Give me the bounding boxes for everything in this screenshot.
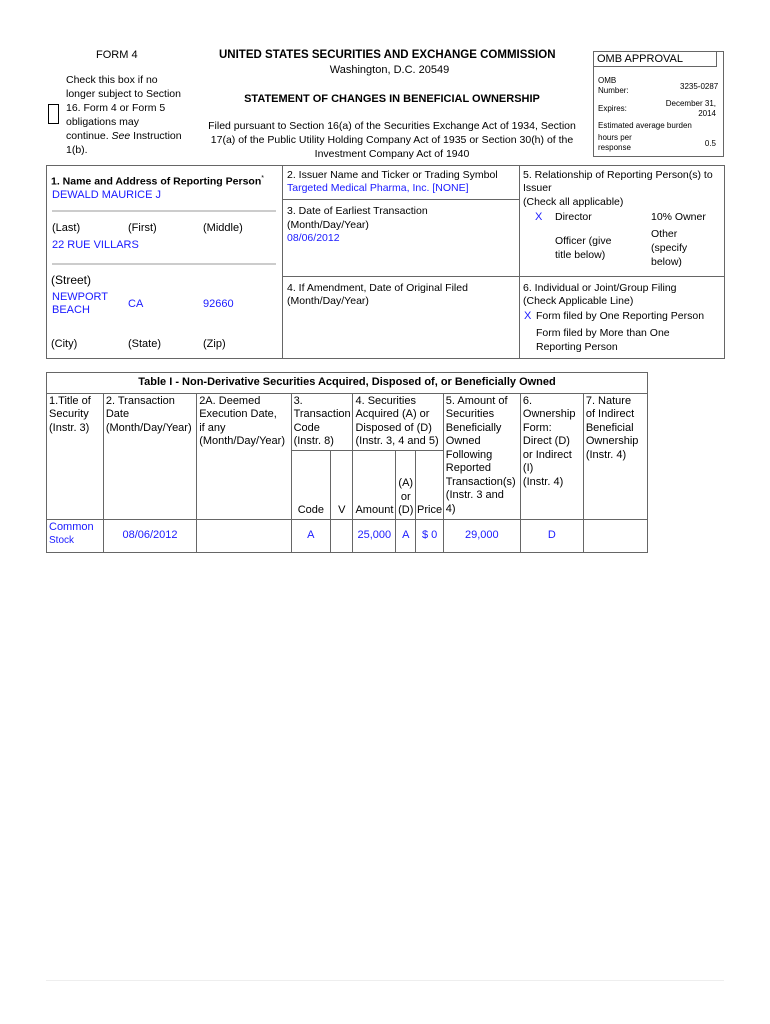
- header-line: (Month/Day/Year): [105, 421, 192, 434]
- issuer-name[interactable]: Targeted Medical Pharma, Inc. [NONE]: [287, 182, 469, 194]
- state-label: (State): [128, 338, 162, 350]
- header-line: Disposed of (D): [355, 421, 432, 434]
- header-line: Direct (D): [522, 435, 570, 447]
- header-line: (D): [398, 504, 414, 516]
- header-line: 7. Nature: [585, 394, 632, 407]
- omb-hours-label: hours per: [598, 133, 632, 142]
- box4-subtitle: (Month/Day/Year): [287, 295, 369, 307]
- more-than-one-label: Reporting Person: [536, 341, 618, 353]
- header-line: Security: [49, 408, 89, 420]
- header-line: Transaction: [293, 408, 351, 420]
- checkbox-text: longer subject to Section: [66, 88, 181, 100]
- header-line: 4. Securities: [355, 394, 416, 407]
- subheader-a-or-d: [396, 450, 416, 519]
- other-label: below): [651, 256, 682, 268]
- header-line: Owned: [445, 435, 481, 447]
- col-header-nature: [583, 393, 647, 519]
- zip-label: (Zip): [203, 338, 226, 350]
- subheader-v: V: [331, 450, 353, 519]
- header-line: if any: [199, 421, 226, 434]
- form-label: FORM 4: [96, 49, 138, 61]
- omb-expires-label: Expires:: [598, 104, 627, 113]
- ten-pct-owner-label: 10% Owner: [651, 211, 706, 223]
- earliest-transaction-date[interactable]: 08/06/2012: [287, 232, 340, 244]
- cell-line: Stock: [49, 535, 75, 546]
- header-line: Beneficial: [585, 421, 634, 434]
- header-line: 1.Title of: [49, 394, 91, 407]
- header-line: (Month/Day/Year): [199, 435, 285, 447]
- cell-ownership-form[interactable]: D: [520, 519, 583, 552]
- table-title: Table I - Non-Derivative Securities Acquired, Disposed of, or Beneficially Owned: [47, 373, 648, 394]
- header-line: Beneficially: [445, 421, 502, 434]
- officer-label: title below): [555, 249, 606, 261]
- box2-title: 2. Issuer Name and Ticker or Trading Symbol: [287, 169, 498, 181]
- checkbox-text: [66, 129, 182, 143]
- cell-security-title[interactable]: [47, 519, 104, 552]
- box1-title: [51, 172, 264, 189]
- street-label: (Street): [51, 273, 92, 287]
- city-value[interactable]: NEWPORT: [52, 291, 109, 303]
- header-line: Ownership: [522, 408, 576, 420]
- header-line: (Instr. 3, 4 and 5): [355, 435, 439, 447]
- box1-asterisk: *: [261, 175, 264, 182]
- col-header-amount-owned: [443, 393, 520, 519]
- subheader-amount: Amount: [353, 450, 396, 519]
- header-line: 4): [445, 502, 456, 515]
- checkbox-text: 16. Form 4 or Form 5: [66, 102, 166, 114]
- table-row: [47, 519, 648, 552]
- col-header-date: [103, 393, 196, 519]
- footer-divider: [46, 980, 724, 981]
- box3-title: 3. Date of Earliest Transaction: [287, 205, 428, 217]
- cell-a-or-d[interactable]: A: [396, 519, 416, 552]
- checkbox-text: obligations may: [66, 116, 139, 128]
- header-line: Ownership: [585, 435, 639, 447]
- street-value[interactable]: 22 RUE VILLARS: [52, 239, 139, 251]
- agency-location: Washington, D.C. 20549: [329, 64, 450, 76]
- reporting-person-name[interactable]: DEWALD MAURICE J: [52, 189, 161, 201]
- header-line: (I): [522, 462, 534, 474]
- more-than-one-label: Form filed by More than One: [536, 327, 670, 339]
- cell-line: Common: [49, 520, 94, 533]
- omb-burden-label: Estimated average burden: [598, 121, 692, 130]
- header-line: Following: [445, 448, 493, 461]
- omb-hours-label: response: [598, 143, 631, 152]
- header-line: (Instr. 3): [49, 421, 90, 434]
- divider: [52, 263, 276, 265]
- state-value[interactable]: CA: [128, 298, 144, 310]
- box5-title: Issuer: [523, 182, 552, 194]
- box1-title-text: 1. Name and Address of Reporting Person: [51, 175, 262, 188]
- omb-number-label: OMB: [598, 76, 617, 85]
- middle-label: (Middle): [203, 222, 243, 234]
- no-longer-subject-checkbox[interactable]: [48, 104, 59, 124]
- one-person-label: Form filed by One Reporting Person: [536, 310, 705, 322]
- header-line: (Instr. 4): [522, 475, 564, 488]
- header-line: 5. Amount of: [445, 394, 508, 407]
- cell-deemed-date[interactable]: [197, 519, 291, 552]
- cell-v[interactable]: [331, 519, 353, 552]
- divider: [52, 210, 276, 212]
- header-line: (Instr. 8): [293, 435, 334, 447]
- last-label: (Last): [52, 222, 81, 234]
- cell-transaction-date[interactable]: 08/06/2012: [103, 519, 196, 552]
- filed-pursuant-line: Investment Company Act of 1940: [314, 148, 470, 160]
- checkbox-text: 1(b).: [66, 144, 88, 156]
- table-non-derivative: [46, 372, 648, 553]
- omb-number-value: 3235-0287: [680, 82, 719, 91]
- other-label: (specify: [651, 242, 688, 254]
- agency-title: UNITED STATES SECURITIES AND EXCHANGE COMMISSION: [219, 49, 556, 61]
- subheader-code: Code: [291, 450, 331, 519]
- box5-title: 5. Relationship of Reporting Person(s) to: [523, 169, 713, 181]
- header-line: Execution Date,: [199, 408, 277, 420]
- omb-hours-value: 0.5: [704, 139, 716, 148]
- header-line: Transaction(s): [445, 475, 516, 488]
- divider: [519, 165, 520, 359]
- box5-subtitle: (Check all applicable): [523, 196, 624, 208]
- filed-pursuant-line: 17(a) of the Public Utility Holding Company Act of 1935 or Section 30(h) of the: [210, 134, 574, 146]
- header-line: Code: [293, 421, 320, 434]
- box4-title: 4. If Amendment, Date of Original Filed: [287, 282, 468, 294]
- first-label: (First): [128, 222, 157, 234]
- omb-title: OMB APPROVAL: [597, 53, 683, 65]
- omb-expires-value: December 31,: [665, 99, 716, 108]
- header-line: 3.: [293, 394, 303, 407]
- checkbox-text-see: See: [111, 130, 131, 142]
- page-title: STATEMENT OF CHANGES IN BENEFICIAL OWNERSHIP: [244, 93, 540, 105]
- header-line: Securities: [445, 408, 495, 420]
- officer-label: Officer (give: [555, 235, 612, 247]
- omb-number-label: Number:: [598, 86, 629, 95]
- header-line: (Instr. 3 and: [445, 489, 504, 501]
- col-header-securities: [353, 393, 443, 450]
- box6-subtitle: (Check Applicable Line): [523, 295, 634, 307]
- checkbox-text-continue: continue.: [66, 130, 109, 142]
- box3-subtitle: (Month/Day/Year): [287, 219, 369, 231]
- cell-amount[interactable]: 25,000: [353, 519, 396, 552]
- header-line: or: [400, 490, 411, 503]
- cell-price[interactable]: $ 0: [416, 519, 443, 552]
- city-value[interactable]: BEACH: [52, 304, 90, 316]
- one-person-checkmark[interactable]: X: [524, 310, 532, 322]
- divider: [282, 165, 283, 359]
- header-line: or Indirect: [522, 448, 572, 461]
- box6-title: 6. Individual or Joint/Group Filing: [523, 282, 677, 294]
- header-line: (A): [398, 477, 414, 489]
- header-line: 2. Transaction: [105, 394, 175, 407]
- subheader-price: Price: [416, 450, 443, 519]
- header-line: Acquired (A) or: [355, 408, 430, 420]
- header-line: (Instr. 4): [585, 448, 627, 461]
- cell-amount-owned[interactable]: 29,000: [443, 519, 520, 552]
- header-line: Form:: [522, 421, 552, 434]
- cell-code[interactable]: A: [291, 519, 331, 552]
- omb-expires-value: 2014: [698, 109, 716, 118]
- header-line: Date: [105, 408, 130, 420]
- header-line: 6.: [522, 394, 533, 407]
- director-label: Director: [555, 211, 592, 223]
- header-line: of Indirect: [585, 408, 635, 420]
- checkbox-text-instruction: Instruction: [133, 130, 182, 142]
- col-header-title: [47, 393, 104, 519]
- zip-value[interactable]: 92660: [203, 298, 234, 310]
- cell-nature[interactable]: [583, 519, 647, 552]
- col-header-ownership-form: [520, 393, 583, 519]
- divider: [282, 199, 519, 200]
- header-line: Reported: [445, 462, 492, 474]
- col-header-deemed: [197, 393, 291, 519]
- city-label: (City): [51, 338, 78, 350]
- col-header-code: [291, 393, 353, 450]
- divider: [282, 276, 725, 277]
- other-label: Other: [651, 228, 678, 240]
- checkbox-text: Check this box if no: [66, 74, 158, 86]
- filed-pursuant-line: Filed pursuant to Section 16(a) of the Securities Exchange Act of 1934, Section: [208, 120, 576, 132]
- header-line: 2A. Deemed: [199, 394, 261, 407]
- director-checkmark[interactable]: X: [535, 211, 543, 223]
